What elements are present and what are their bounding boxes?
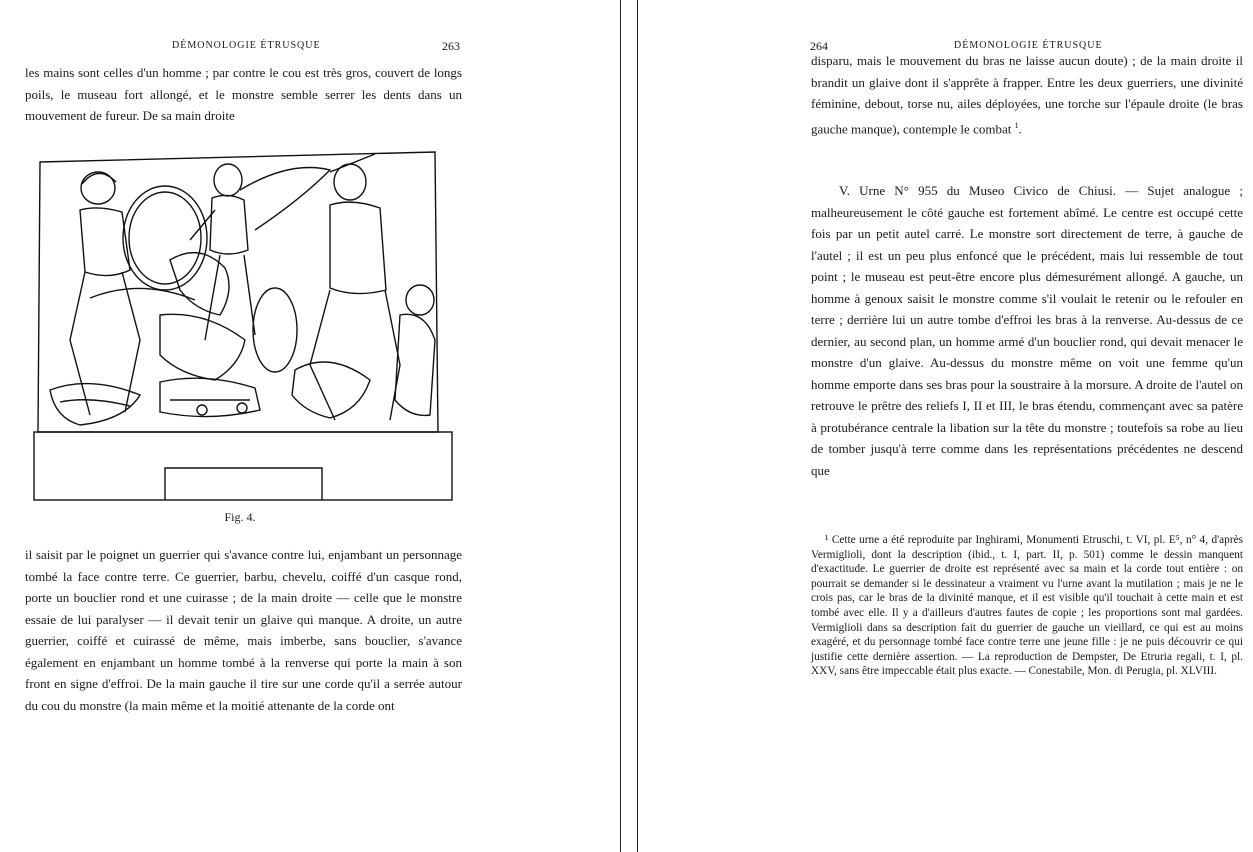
page-gutter-line (620, 0, 621, 852)
figure-caption: Fig. 4. (224, 510, 256, 524)
urn-relief-drawing (30, 150, 455, 505)
right-running-head: DÉMONOLOGIE ÉTRUSQUE (954, 40, 1103, 51)
left-paragraph-bottom: il saisit par le poignet un guerrier qui s'avance contre lui, enjambant un personnage tombé la face contre terre. Ce guerrier, barbu, chevelu, coiffé d'un casque rond, porte un bouclier rond et une cuirasse ; de la main droite — celle que le monstre essaie de lui paralyser — il devait tenir un glaive qui manque. A droite, un autre guerrier, coiffé et cuirassé de même, mais imberbe, sans bouclier, s'avance également en enjambant un homme tombé à la renverse qui porte la main à son front en signe d'effroi. De la main gauche il tire sur une corde qu'il a serrée autour du cou du monstre (la main même et la moitié attenante de la corde ont (25, 547, 462, 713)
footnote-reference[interactable]: 1 (1014, 120, 1019, 130)
right-paragraph-top: disparu, mais le mouvement du bras ne laisse aucun doute) ; de la main droite il brandit un glaive dont il s'apprête à frapper. Entre les deux guerriers, une divinité féminine, debout, torse nu, ailes déployées, une torche sur l'épaule droite (le bras gauche manque), contemple le combat $^1$. (811, 53, 1243, 136)
left-page-number: 263 (442, 39, 460, 53)
left-running-head: DÉMONOLOGIE ÉTRUSQUE (172, 40, 321, 51)
left-page (0, 0, 620, 852)
footnotes-block (811, 533, 1243, 679)
right-page (638, 0, 1253, 852)
right-paragraph-top-text: disparu, mais le mouvement du bras ne laisse aucun doute) ; de la main droite il brandit un glaive dont il s'apprête à frapper. Entre les deux guerriers, une divinité féminine, debout, torse nu, ailes déployées, une torche sur l'épaule droite (le bras gauche manque), contemple le combat (811, 53, 1243, 136)
right-paragraph-main: V. Urne N° 955 du Museo Civico de Chiusi. — Sujet analogue ; malheureusement le côté gauche est fortement abîmé. Le centre est occupé cette fois par un petit autel carré. Le monstre sort directement de terre, à gauche de l'autel ; il est un peu plus enfoncé que le précédent, mais lui ressemble de tout point ; le museau est peut-être encore plus démesurément allongé. A gauche, un homme à genoux saisit le monstre comme s'il voulait le retenir ou le refouler en terre ; derrière lui un autre tombe d'effroi les bras à la renverse. Au-dessus de ce dernier, au second plan, un homme armé d'un bouclier rond, qui devait menacer le monstre d'un glaive. Au-dessus du monstre même on voit une femme qu'un homme emporte dans ses bras pour la soustraire à la morsure. A droite de l'autel on retrouve le prêtre des reliefs I, II et III, le bras étendu, commençant avec sa patère à protubérance centrale la libation sur la tête du monstre ; toutefois sa robe au lieu de tomber jusqu'à terre comme dans les représentations précédentes ne descend que (811, 183, 1243, 478)
right-page-number: 264 (810, 39, 828, 53)
footnote-1: ¹ Cette urne a été reproduite par Inghirami, Monumenti Etruschi, t. VI, pl. E⁵, n° 4, d'après Vermiglioli, dont la description (ibid., t. I, part. II, p. 501) comme le dessin manquent d'exactitude. Le guerrier de droite est représenté avec sa main et la corde tout entière : on pourrait se demander si le dessinateur a vraiment vu l'urne avant la mutilation ; mais je ne le crois pas, car le bras de la divinité manque, et il est visible qu'il touchait à cette main et est tombé avec elle. Il y a d'ailleurs d'autres fautes de copie ; les proportions sont mal gardées. Vermiglioli dans sa description fait du guerrier de gauche un vieillard, ce qui est au moins exagéré, et du personnage tombé face contre terre une jeune fille : je ne puis découvrir ce qui justifie cette dernière assertion. — La reproduction de Dempster, De Etruria regali, t. I, pl. XXV, sans être impeccable était plus exacte. — Conestabile, Mon. di Perugia, pl. XLVIII. (811, 534, 1243, 678)
left-paragraph-top: les mains sont celles d'un homme ; par contre le cou est très gros, couvert de longs poils, le museau fort allongé, et le monstre semble serrer les dents dans un mouvement de fureur. De sa main droite (25, 65, 462, 123)
